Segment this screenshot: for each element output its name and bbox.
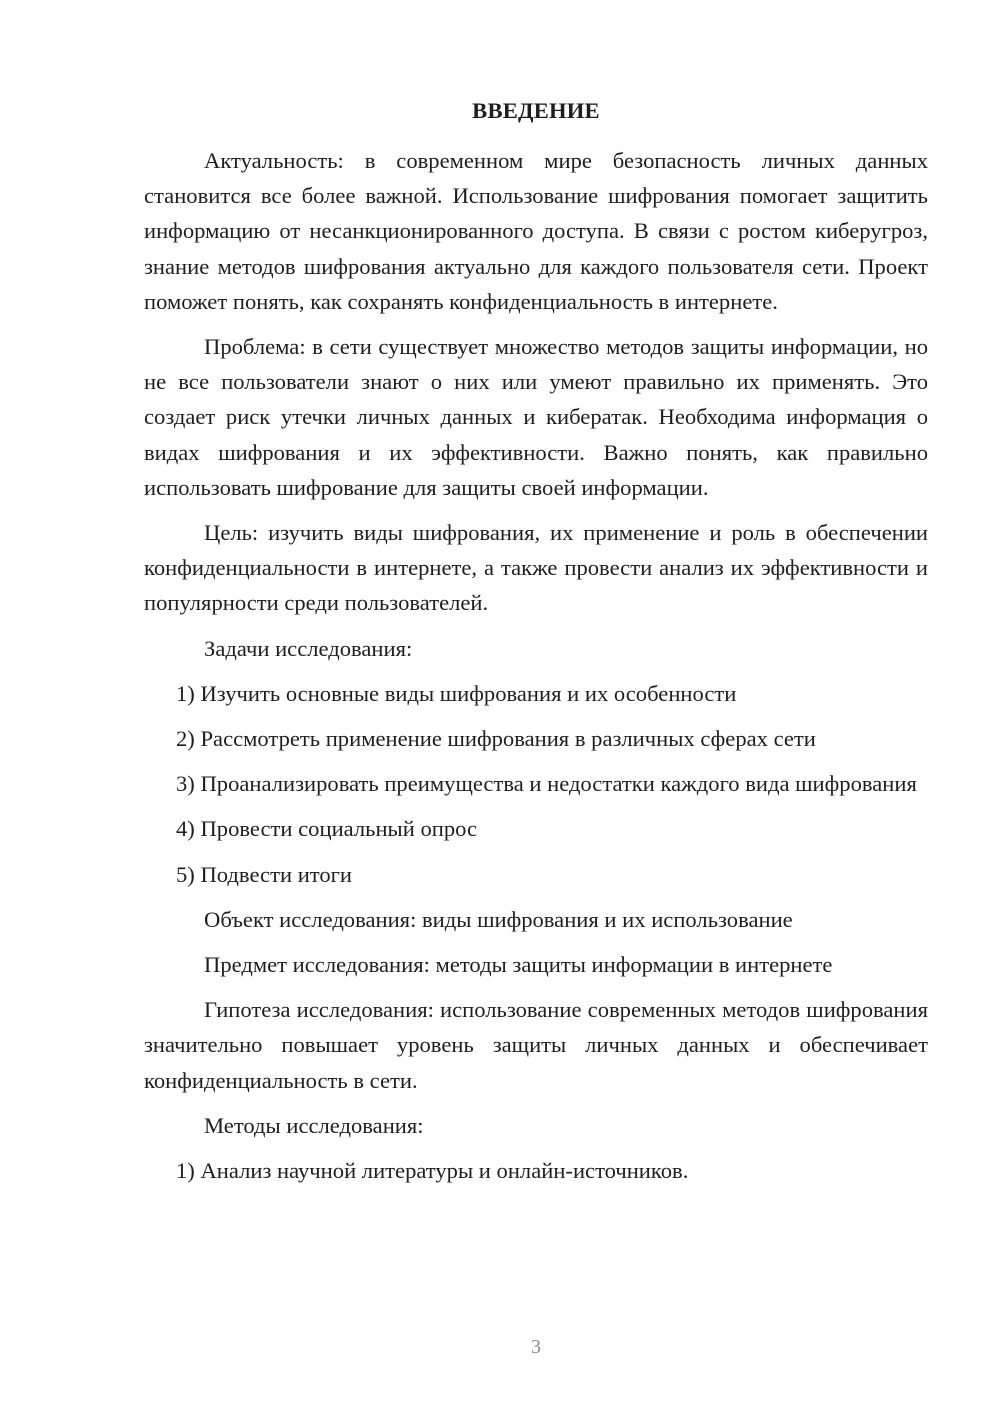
paragraph-problem: Проблема: в сети существует множество методов защиты информации, но не все пользователи знают о них или умеют правильно их применять. Это создает риск утечки личных данных и кибератак. Необходима информация о видах шифрования и их эффективности. Важно понять, как правильно использовать шифрование для защиты своей информации.: [144, 334, 928, 500]
research-hypothesis: Гипотеза исследования: использование современных методов шифрования значительно повышает уровень защиты личных данных и обеспечивает конфиденциальность в сети.: [144, 997, 928, 1093]
task-item-1: 1) Изучить основные виды шифрования и их особенности: [176, 680, 737, 706]
body-text: [144, 143, 928, 1198]
task-item-4: 4) Провести социальный опрос: [176, 816, 478, 842]
methods-heading: Методы исследования:: [204, 1112, 424, 1138]
task-item-5: 5) Подвести итоги: [176, 861, 353, 887]
paragraph-goal: Цель: изучить виды шифрования, их применение и роль в обеспечении конфиденциальности в интернете, а также провести анализ их эффективности и популярности среди пользователей.: [144, 520, 928, 616]
paragraph-relevance: Актуальность: в современном мире безопасность личных данных становится все более важной. Использование шифрования помогает защитить информацию от несанкционированного доступа. В связи с ростом киберугроз, знание методов шифрования актуально для каждого пользователя сети. Проект поможет понять, как сохранять конфиденциальность в интернете.: [144, 148, 928, 314]
task-item-2: 2) Рассмотреть применение шифрования в различных сферах сети: [176, 726, 816, 752]
research-subject: Предмет исследования: методы защиты информации в интернете: [204, 952, 833, 978]
section-title: ВВЕДЕНИЕ: [472, 98, 600, 123]
task-item-3: 3) Проанализировать преимущества и недостатки каждого вида шифрования: [176, 771, 917, 797]
method-item-1: 1) Анализ научной литературы и онлайн-источников.: [176, 1158, 689, 1184]
research-object: Объект исследования: виды шифрования и их использование: [204, 906, 793, 932]
page-number: 3: [531, 1336, 541, 1358]
tasks-heading: Задачи исследования:: [204, 635, 413, 661]
